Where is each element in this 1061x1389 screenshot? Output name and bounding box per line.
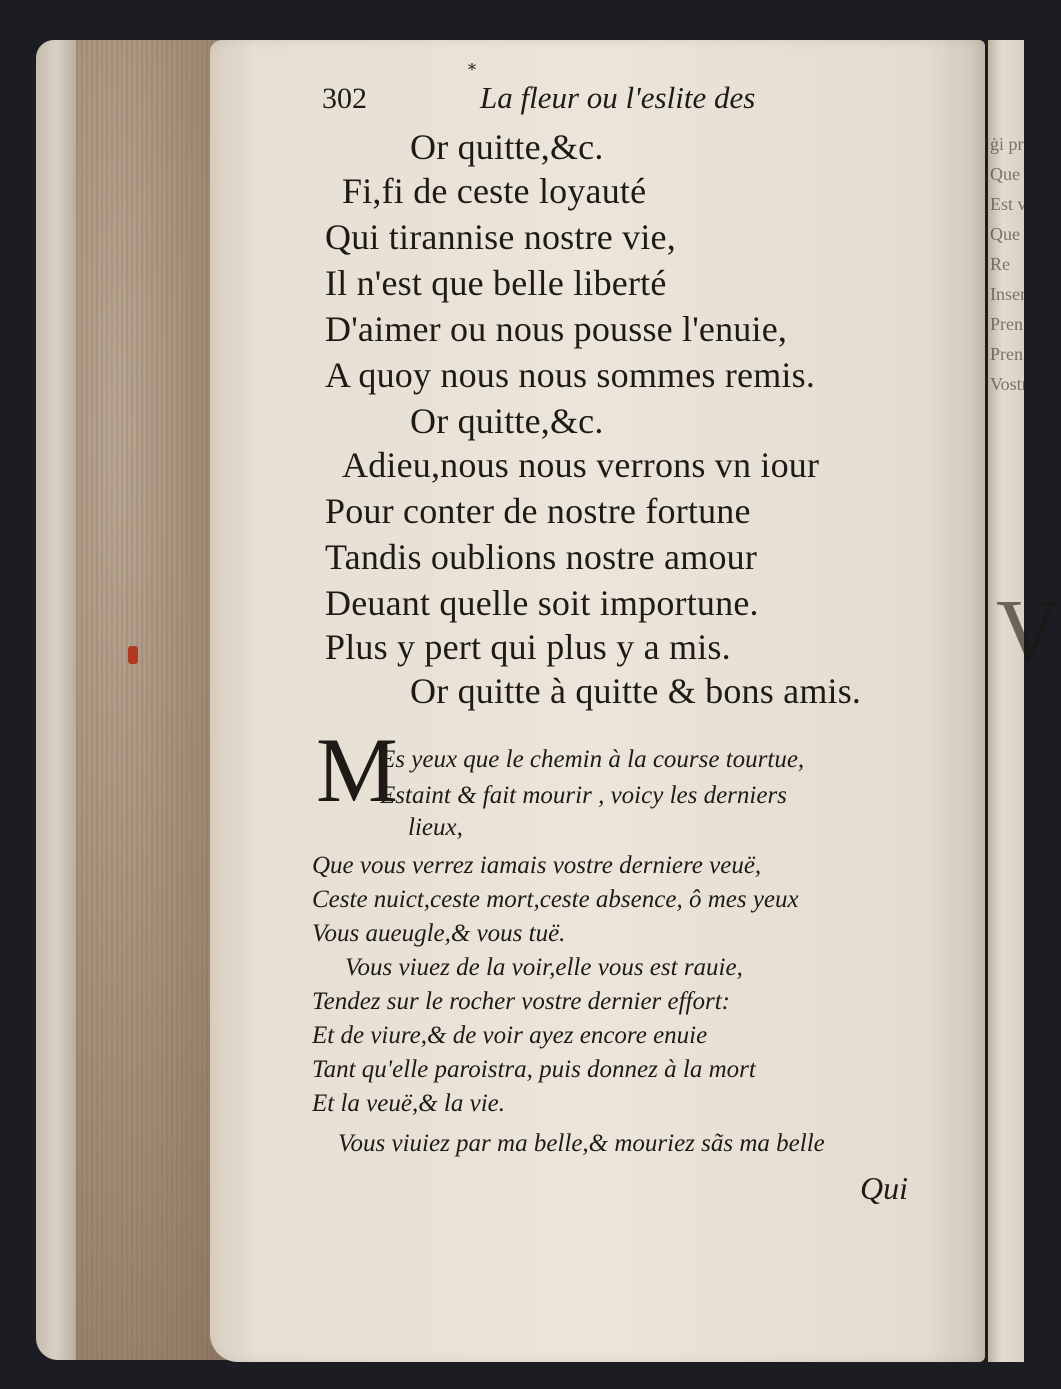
facing-fragment: ġi pre bbox=[990, 134, 1032, 154]
facing-fragment: Re bbox=[990, 254, 1010, 274]
poem-line: Vous viuez de la voir,elle vous est rauie, bbox=[345, 954, 743, 981]
facing-fragment: Pren bbox=[990, 314, 1023, 334]
poem-line: Vous aueugle,& vous tuë. bbox=[312, 920, 566, 947]
facing-page-initial: V bbox=[996, 582, 1061, 681]
stanza-line: Adieu,nous nous verrons vn iour bbox=[342, 445, 820, 485]
poem-dropcap: M bbox=[316, 719, 398, 821]
stanza-line: Qui tirannise nostre vie, bbox=[325, 217, 676, 257]
facing-fragment: Insen bbox=[990, 284, 1029, 304]
poem-line: Tant qu'elle paroistra, puis donnez à la mort bbox=[312, 1056, 756, 1083]
running-title: La fleur ou l'eslite des bbox=[480, 80, 756, 115]
header-mark: * bbox=[468, 60, 476, 79]
stanza-line: Il n'est que belle liberté bbox=[325, 263, 667, 303]
catchword: Qui bbox=[860, 1170, 908, 1206]
poem-line: Es yeux que le chemin à la course tourtue, bbox=[380, 746, 805, 773]
poem-line: lieux, bbox=[408, 814, 463, 841]
poem-line: Vous viuiez par ma belle,& mouriez sãs ma belle bbox=[338, 1130, 825, 1157]
facing-fragment: Que l bbox=[990, 164, 1030, 184]
poem-line: Et de viure,& de voir ayez encore enuie bbox=[312, 1022, 708, 1049]
page-number: 302 bbox=[322, 82, 367, 115]
stanza-line: Or quitte à quitte & bons amis. bbox=[410, 671, 862, 711]
facing-fragment: Pren bbox=[990, 344, 1023, 364]
poem-line: Et la veuë,& la vie. bbox=[312, 1090, 505, 1117]
facing-fragment: Que bbox=[990, 224, 1020, 244]
poem-line: Tendez sur le rocher vostre dernier effort: bbox=[312, 988, 731, 1015]
poem-line: Estaint & fait mourir , voicy les derniers bbox=[380, 782, 787, 809]
stanza-line: Tandis oublions nostre amour bbox=[325, 537, 758, 577]
facing-fragment: Est v bbox=[990, 194, 1027, 214]
stanza-line: D'aimer ou nous pousse l'enuie, bbox=[325, 309, 788, 349]
stanza-line: Or quitte,&c. bbox=[410, 127, 604, 167]
poem-line: Ceste nuict,ceste mort,ceste absence, ô mes yeux bbox=[312, 886, 799, 913]
facing-fragment: Vostr bbox=[990, 374, 1028, 394]
stanza-line: Or quitte,&c. bbox=[410, 401, 604, 441]
stanza-line: Deuant quelle soit importune. bbox=[325, 583, 759, 623]
stanza-line: Fi,fi de ceste loyauté bbox=[342, 171, 647, 211]
stanza-line: Plus y pert qui plus y a mis. bbox=[325, 627, 731, 667]
poem-line: Que vous verrez iamais vostre derniere veuë, bbox=[312, 852, 762, 879]
stanza-line: A quoy nous nous sommes remis. bbox=[325, 355, 816, 395]
stanza-line: Pour conter de nostre fortune bbox=[325, 491, 751, 531]
